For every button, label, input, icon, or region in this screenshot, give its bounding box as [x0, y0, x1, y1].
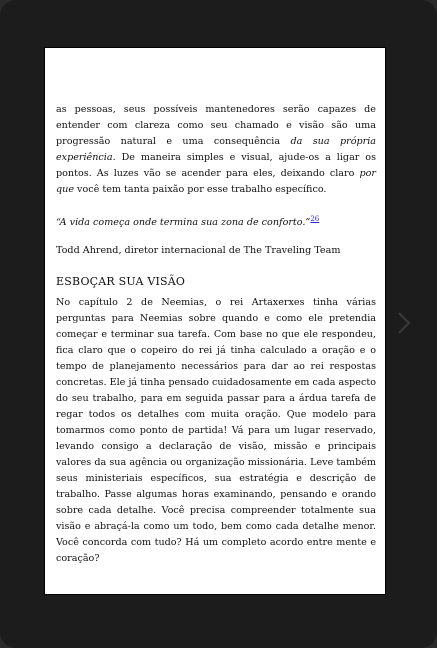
footnote-link[interactable]: 26	[310, 215, 320, 223]
section-heading: ESBOÇAR SUA VISÃO	[56, 275, 186, 289]
quote-text: “A vida começa onde termina sua zona de conforto.”	[56, 217, 311, 229]
paragraph-body: No capítulo 2 de Neemias, o rei Artaxerxes tinha várias perguntas para Neemias sobre quando e como ele pretendia começar e terminar sua tarefa. Com base no que ele respondeu, fica claro que o copeiro do rei já tinha calculado a oração e o tempo de planejamento necessários para dar ao rei respostas concretas. Ele já tinha pensado cuidadosamente em cada aspecto do seu trabalho, para em seguida passar para a árdua tarefa de regar todos os detalhes com muita oração. Que modelo para tomarmos como ponto de partida! Vá para um lugar reservado, levando consigo a declaração de visão, missão e principais valores da sua agência ou organização missionária. Leve também seus ministeriais específicos, sua estratégia e descrição de trabalho. Passe algumas horas examinando, pensando e orando sobre cada detalhe. Você precisa compreender totalmente sua visão e abraçá-la como um todo, bem como cada detalhe menor. Você concorda com tudo? Há um completo acordo entre mente e coração?	[56, 297, 376, 565]
page-content	[56, 102, 376, 567]
chevron-right-icon[interactable]	[396, 310, 412, 336]
paragraph-intro-part1: as pessoas, seus possíveis mantenedores serão capazes de entender com clareza como seu chamado e visão são uma progressão natural e uma consequência	[56, 104, 376, 147]
paragraph-intro-part2: . De maneira simples e visual, ajude-os a ligar os pontos. As luzes vão se acender para eles, deixando claro	[56, 152, 376, 179]
paragraph-intro-emphasis2: por que	[56, 168, 376, 195]
epigraph-quote	[56, 211, 376, 231]
book-page	[44, 47, 386, 595]
paragraph-intro-part3: você tem tanta paixão por esse trabalho específico.	[74, 184, 327, 195]
paragraph-intro	[56, 102, 376, 198]
paragraph-intro-emphasis1: da sua própria experiência	[56, 136, 376, 163]
quote-attribution: Todd Ahrend, diretor internacional de The Traveling Team	[56, 245, 341, 257]
